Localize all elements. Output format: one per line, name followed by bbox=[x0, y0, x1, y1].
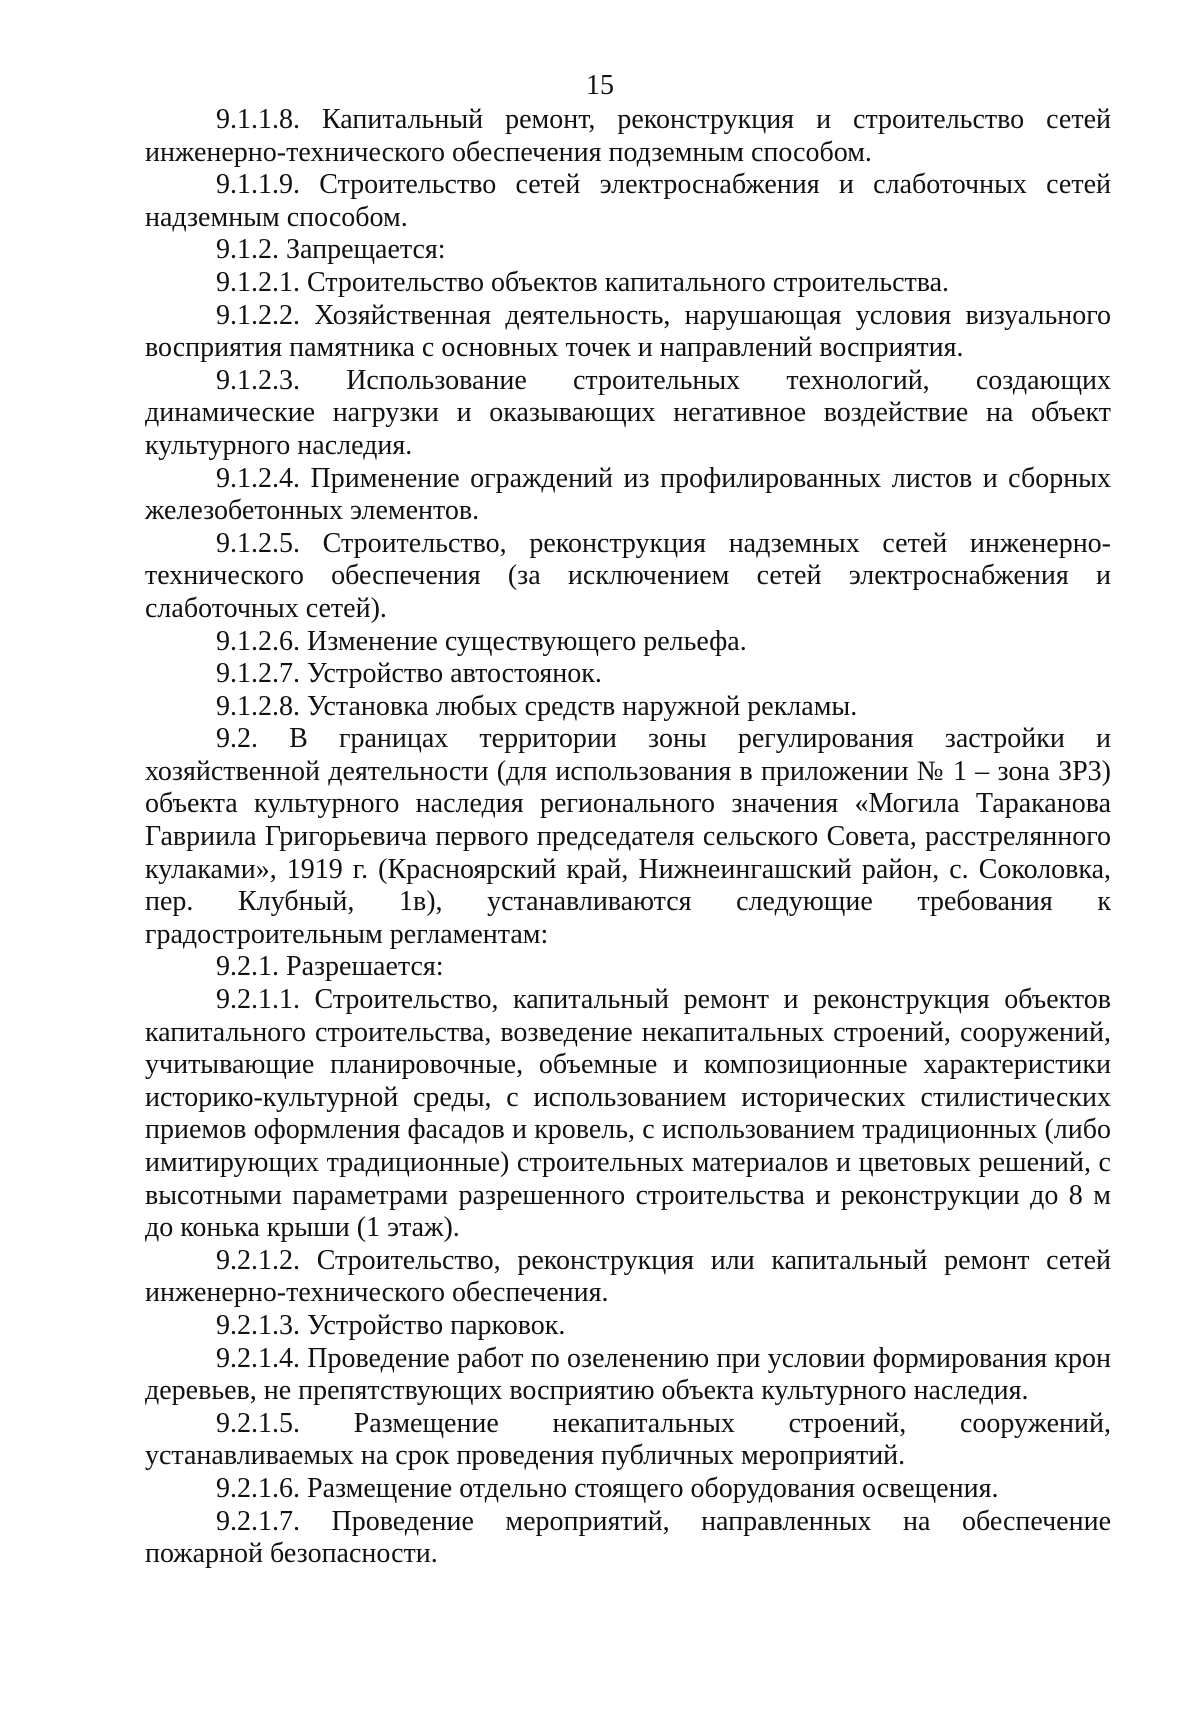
paragraph-9-1-2-2: 9.1.2.2. Хозяйственная деятельность, нарушающая условия визуального восприятия памятника с основных точек и направлений восприятия. bbox=[145, 299, 1111, 364]
paragraph-9-1-1-8: 9.1.1.8. Капитальный ремонт, реконструкция и строительство сетей инженерно-технического обеспечения подземным способом. bbox=[145, 104, 1111, 168]
paragraph-9-1-2: 9.1.2. Запрещается: bbox=[216, 234, 446, 266]
paragraph-9-2-1-4: 9.2.1.4. Проведение работ по озеленению при условии формирования крон деревьев, не препятствующих восприятию объекта культурного наследия. bbox=[145, 1342, 1111, 1407]
paragraph-9-2-1: 9.2.1. Разрешается: bbox=[216, 951, 444, 983]
paragraph-9-2-1-5: 9.2.1.5. Размещение некапитальных строений, сооружений, устанавливаемых на срок проведения публичных мероприятий. bbox=[145, 1407, 1111, 1472]
paragraph-9-2-1-2: 9.2.1.2. Строительство, реконструкция или капитальный ремонт сетей инженерно-технического обеспечения. bbox=[145, 1244, 1111, 1309]
document-body bbox=[145, 104, 1111, 1571]
paragraph-9-1-2-4: 9.1.2.4. Применение ограждений из профилированных листов и сборных железобетонных элементов. bbox=[145, 462, 1111, 527]
paragraph-9-2: 9.2. В границах территории зоны регулирования застройки и хозяйственной деятельности (для использования в приложении № 1 – зона ЗР3) объекта культурного наследия регионального значения «Могила Тараканова Гавриила Григорьевича первого председателя сельского Совета, расстрелянного кулаками», 1919 г. (Красноярский край, Нижнеингашский район, с. Соколовка, пер. Клубный, 1в), устанавливаются следующие требования к градостроительным регламентам: bbox=[145, 723, 1111, 950]
paragraph-9-1-2-3: 9.1.2.3. Использование строительных технологий, создающих динамические нагрузки и оказывающих негативное воздействие на объект культурного наследия. bbox=[145, 364, 1111, 461]
paragraph-9-1-2-5: 9.1.2.5. Строительство, реконструкция надземных сетей инженерно-технического обеспечения (за исключением сетей электроснабжения и слаботочных сетей). bbox=[145, 527, 1111, 624]
page-number: 15 bbox=[586, 70, 614, 101]
paragraph-9-1-2-7: 9.1.2.7. Устройство автостоянок. bbox=[216, 658, 602, 690]
paragraph-9-2-1-6: 9.2.1.6. Размещение отдельно стоящего оборудования освещения. bbox=[216, 1472, 999, 1504]
paragraph-9-1-2-8: 9.1.2.8. Установка любых средств наружной рекламы. bbox=[216, 690, 858, 722]
paragraph-9-2-1-3: 9.2.1.3. Устройство парковок. bbox=[216, 1309, 566, 1341]
paragraph-9-1-2-6: 9.1.2.6. Изменение существующего рельефа. bbox=[216, 625, 747, 657]
paragraph-9-1-2-1: 9.1.2.1. Строительство объектов капитального строительства. bbox=[216, 266, 950, 298]
paragraph-9-1-1-9: 9.1.1.9. Строительство сетей электроснабжения и слаботочных сетей надземным способом. bbox=[145, 169, 1111, 233]
paragraph-9-2-1-1: 9.2.1.1. Строительство, капитальный ремонт и реконструкция объектов капитального строительства, возведение некапитальных строений, сооружений, учитывающие планировочные, объемные и композиционные характеристики историко-культурной среды, с использованием исторических стилистических приемов оформления фасадов и кровель, с использованием традиционных (либо имитирующих традиционные) строительных материалов и цветовых решений, с высотными параметрами разрешенного строительства и реконструкции до 8 м до конька крыши (1 этаж). bbox=[145, 984, 1111, 1244]
paragraph-9-2-1-7: 9.2.1.7. Проведение мероприятий, направленных на обеспечение пожарной безопасности. bbox=[145, 1505, 1111, 1570]
